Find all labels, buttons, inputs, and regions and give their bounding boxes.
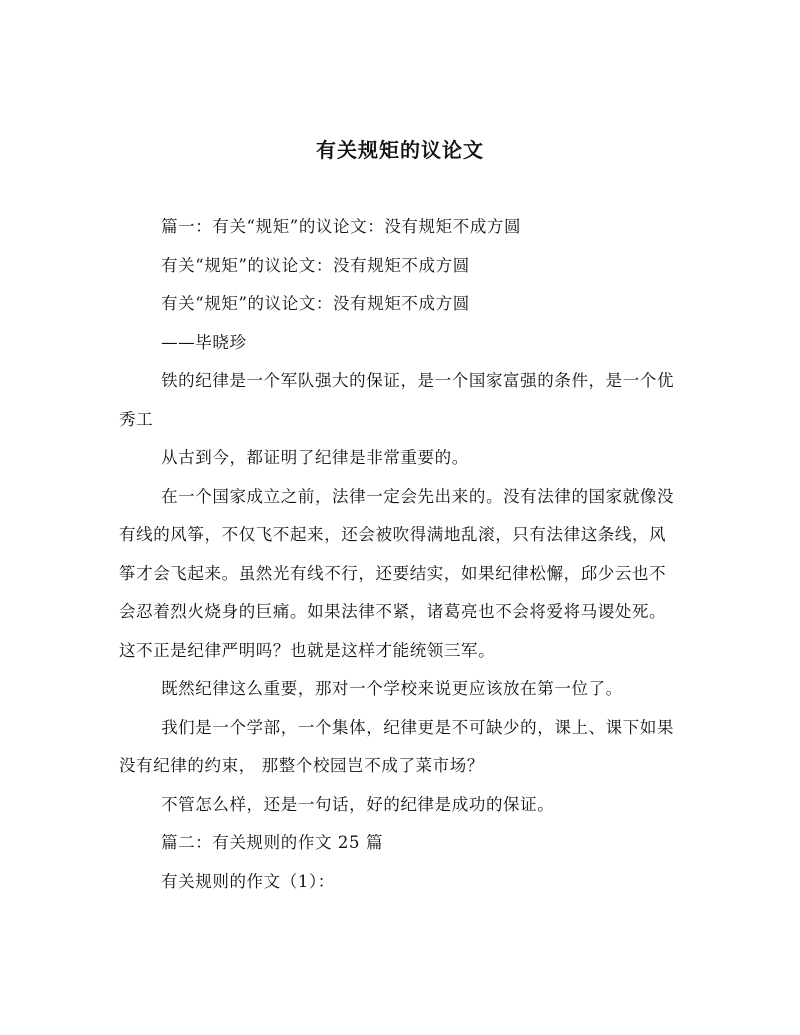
paragraph-6: 从古到今，都证明了纪律是非常重要的。 [161, 448, 469, 467]
paragraph-11: 篇二：有关规则的作文 25 篇 [161, 833, 384, 852]
document-title: 有关规矩的议论文 [316, 138, 484, 162]
paragraph-10: 不管怎么样，还是一句话，好的纪律是成功的保证。 [161, 794, 555, 814]
paragraph-1: 篇一：有关“规矩”的议论文：没有规矩不成方圆 [161, 217, 522, 236]
paragraph-8: 既然纪律这么重要，那对一个学校来说更应该放在第一位了。 [161, 679, 623, 698]
paragraph-author: ——毕晓珍 [161, 332, 247, 352]
document-body [119, 208, 681, 901]
paragraph-9: 我们是一个学部，一个集体，纪律更是不可缺少的，课上、课下如果没有纪律的约束， 那整个校园岂不成了菜市场？ [119, 717, 675, 775]
paragraph-7: 在一个国家成立之前，法律一定会先出来的。没有法律的国家就像没有线的风筝，不仅飞不起来，还会被吹得满地乱滚，只有法律这条线，风筝才会飞起来。虽然光有线不行，还要结实，如果纪律松懈，邱少云也不会忍着烈火烧身的巨痛。如果法律不紧，诸葛亮也不会将爱将马谡处死。这不正是纪律严明吗？也就是这样才能统领三军。 [119, 486, 675, 660]
paragraph-12: 有关规则的作文（1）： [161, 871, 335, 891]
paragraph-5: 铁的纪律是一个军队强大的保证，是一个国家富强的条件，是一个优秀工 [119, 371, 675, 429]
paragraph-2: 有关“规矩”的议论文：没有规矩不成方圆 [161, 255, 470, 275]
paragraph-3: 有关“规矩”的议论文：没有规矩不成方圆 [161, 294, 470, 313]
